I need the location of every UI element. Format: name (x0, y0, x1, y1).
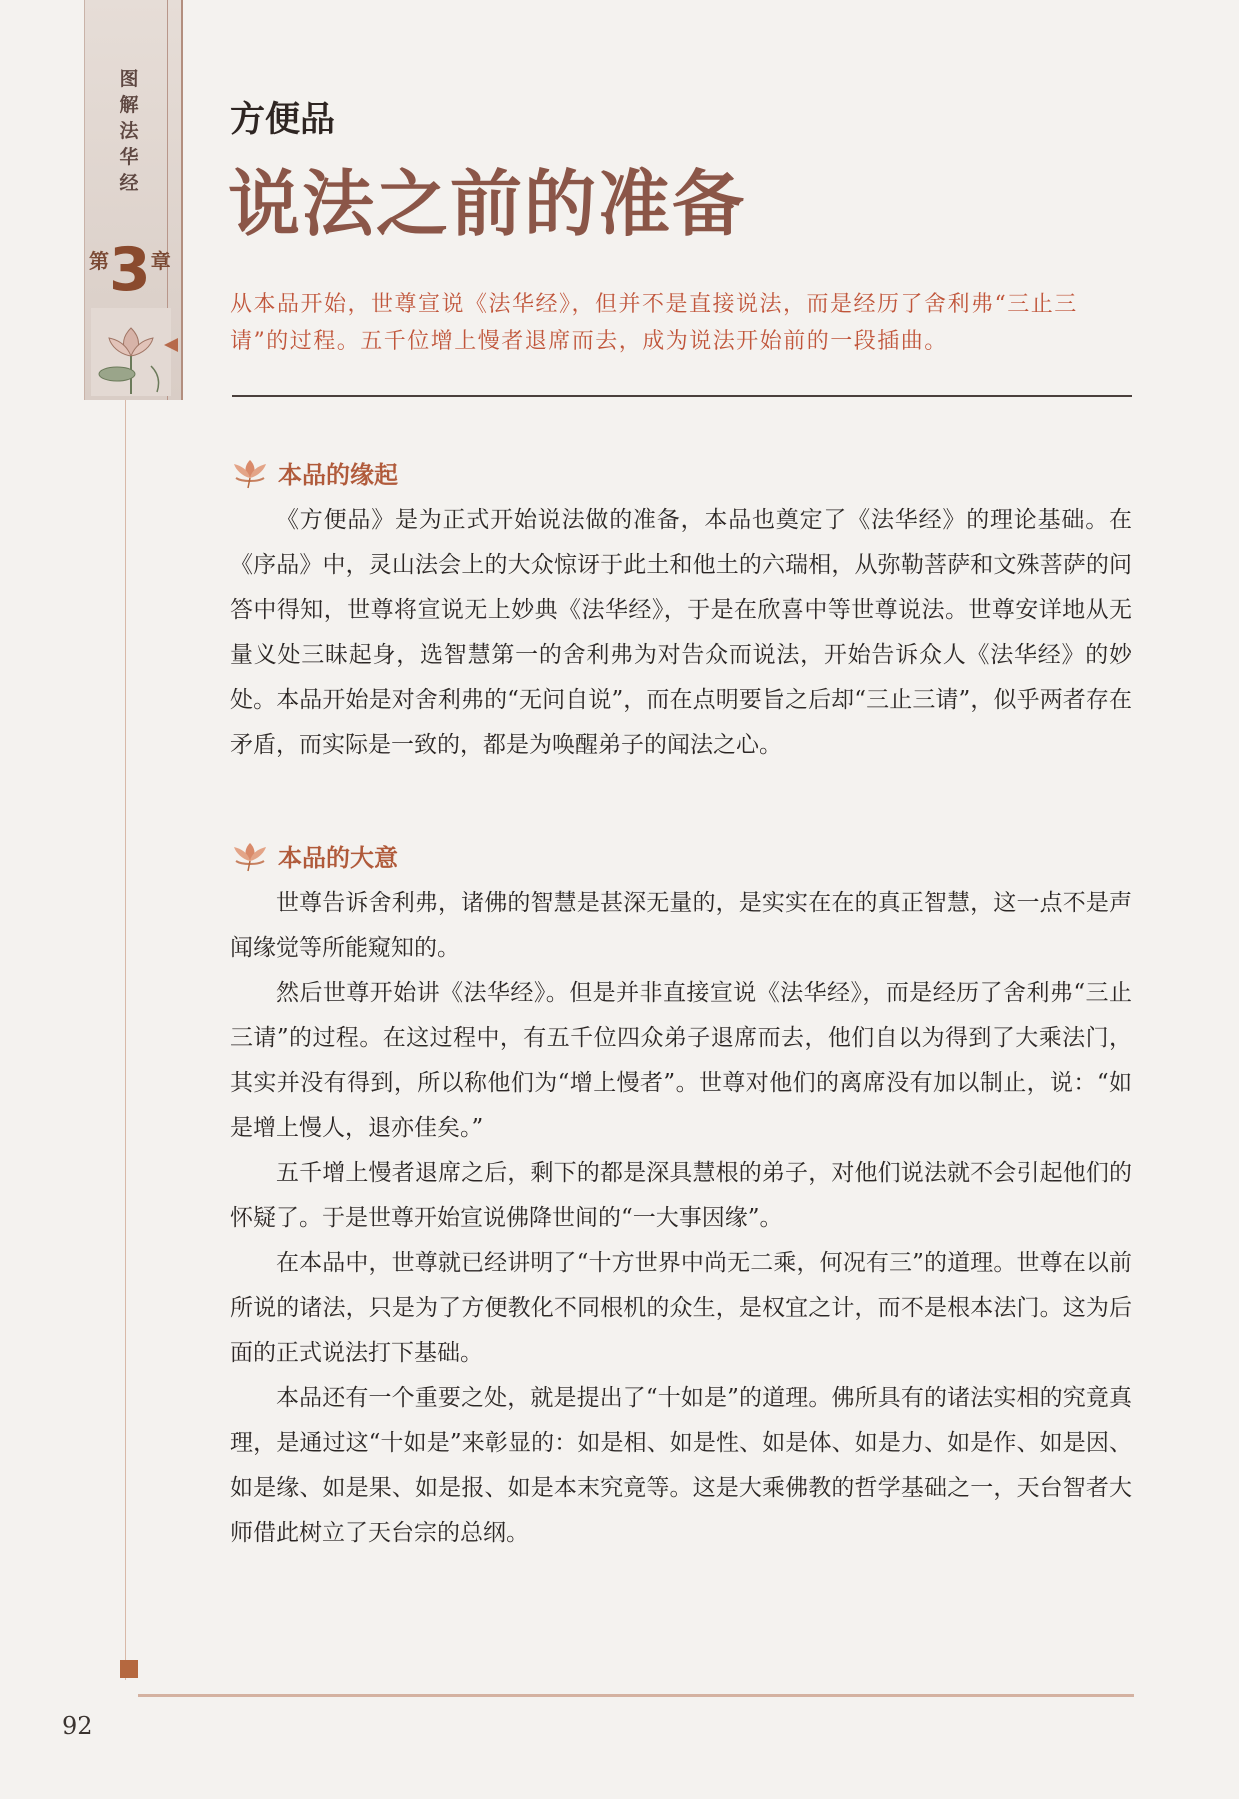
book-title-char: 法 (119, 120, 139, 142)
paragraph: 世尊告诉舍利弗，诸佛的智慧是甚深无量的，是实实在在的真正智慧，这一点不是声闻缘觉等所能窥知的。 (230, 890, 1132, 961)
section-heading (230, 838, 398, 873)
footer-rule (138, 1694, 1134, 1697)
header-divider (232, 395, 1132, 397)
chapter-number-label (89, 235, 209, 305)
chapter-tab-pointer (164, 338, 178, 352)
paragraph: 本品还有一个重要之处，就是提出了“十如是”的道理。佛所具有的诸法实相的究竟真理，是通过这“十如是”来彰显的：如是相、如是性、如是体、如是力、如是作、如是因、如是缘、如是果、如是报、如是本末究竟等。这是大乘佛教的哲学基础之一，天台智者大师借此树立了天台宗的总纲。 (230, 1385, 1132, 1546)
section-heading-text: 本品的大意 (278, 844, 398, 872)
book-title-char: 经 (119, 172, 139, 194)
book-title-char: 华 (119, 146, 139, 168)
footer-square-marker (120, 1660, 138, 1678)
paragraph: 在本品中，世尊就已经讲明了“十方世界中尚无二乘，何况有三”的道理。世尊在以前所说的诸法，只是为了方便教化不同根机的众生，是权宜之计，而不是根本法门。这为后面的正式说法打下基础。 (230, 1250, 1132, 1366)
section-label: 方便品 (230, 99, 336, 140)
lotus-flower-icon (230, 456, 270, 490)
paragraph: 《方便品》是为正式开始说法做的准备，本品也奠定了《法华经》的理论基础。在《序品》中，灵山法会上的大众惊讶于此土和他土的六瑞相，从弥勒菩萨和文殊菩萨的问答中得知，世尊将宣说无上妙典《法华经》，于是在欣喜中等世尊说法。世尊安详地从无量义处三昧起身，选智慧第一的舍利弗为对告众而说法，开始告诉众人《法华经》的妙处。本品开始是对舍利弗的“无问自说”，而在点明要旨之后却“三止三请”，似乎两者存在矛盾，而实际是一致的，都是为唤醒弟子的闻法之心。 (230, 507, 1132, 758)
section-body (230, 498, 1132, 768)
section-heading (230, 455, 398, 490)
section-body (230, 881, 1132, 1556)
book-title-vertical (85, 66, 173, 196)
intro-paragraph: 从本品开始，世尊宣说《法华经》，但并不是直接说法，而是经历了舍利弗“三止三请”的过程。五千位增上慢者退席而去，成为说法开始前的一段插曲。 (230, 292, 1078, 354)
book-title-char: 图 (119, 68, 139, 90)
paragraph: 然后世尊开始讲《法华经》。但是并非直接宣说《法华经》，而是经历了舍利弗“三止三请”的过程。在这过程中，有五千位四众弟子退席而去，他们自以为得到了大乘法门，其实并没有得到，所以称他们为“增上慢者”。世尊对他们的离席没有加以制止，说：“如是增上慢人，退亦佳矣。” (230, 980, 1132, 1141)
lotus-flower-icon (230, 839, 270, 873)
chapter-prefix: 第 (89, 249, 109, 273)
section-heading-text: 本品的缘起 (278, 461, 398, 489)
chapter-suffix: 章 (150, 249, 171, 273)
lotus-icon (91, 308, 171, 396)
page-title: 说法之前的准备 (228, 161, 747, 246)
paragraph: 五千增上慢者退席之后，剩下的都是深具慧根的弟子，对他们说法就不会引起他们的怀疑了。于是世尊开始宣说佛降世间的“一大事因缘”。 (230, 1160, 1132, 1231)
page-number: 92 (62, 1712, 93, 1740)
chapter-number: 3 (109, 235, 151, 305)
left-vertical-rule (125, 400, 126, 1680)
book-title-char: 解 (119, 94, 139, 116)
